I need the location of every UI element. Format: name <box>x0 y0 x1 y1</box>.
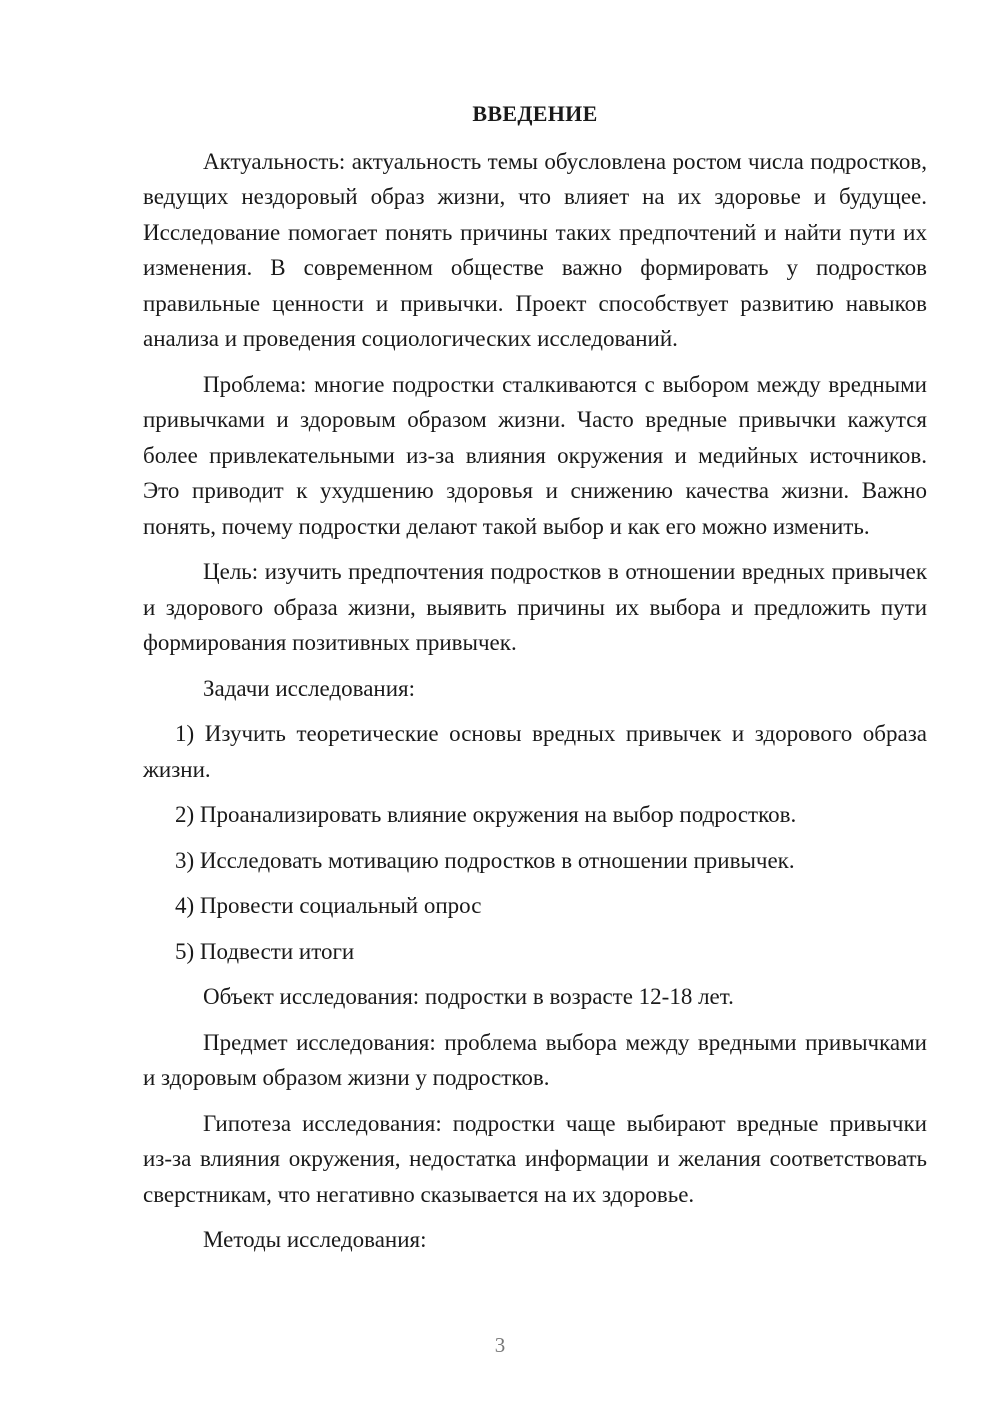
subject-paragraph: Предмет исследования: проблема выбора между вредными привычками и здоровым образом жизни у подростков. <box>143 1029 927 1090</box>
relevance-paragraph: Актуальность: актуальность темы обусловлена ростом числа подростков, ведущих нездоровый образ жизни, что влияет на их здоровье и будущее. Исследование помогает понять причины таких предпочтений и найти пути их изменения. В современном обществе важно формировать у подростков правильные ценности и привычки. Проект способствует развитию навыков анализа и проведения социологических исследований. <box>143 148 927 351</box>
tasks-heading: Задачи исследования: <box>203 675 416 701</box>
page-content <box>143 96 927 1268</box>
task-item-3: 3) Исследовать мотивацию подростков в отношении привычек. <box>175 847 795 873</box>
methods-heading: Методы исследования: <box>203 1227 427 1252</box>
problem-paragraph: Проблема: многие подростки сталкиваются с выбором между вредными привычками и здоровым образом жизни. Часто вредные привычки кажутся более привлекательными из-за влияния окружения и медийных источников. Это приводит к ухудшению здоровья и снижению качества жизни. Важно понять, почему подростки делают такой выбор и как его можно изменить. <box>143 371 927 539</box>
goal-paragraph: Цель: изучить предпочтения подростков в отношении вредных привычек и здорового образа жизни, выявить причины их выбора и предложить пути формирования позитивных привычек. <box>143 559 927 655</box>
object-paragraph: Объект исследования: подростки в возрасте 12-18 лет. <box>203 984 734 1009</box>
task-item-5: 5) Подвести итоги <box>175 938 355 964</box>
section-title: ВВЕДЕНИЕ <box>472 101 598 126</box>
hypothesis-paragraph: Гипотеза исследования: подростки чаще выбирают вредные привычки из-за влияния окружения, недостатка информации и желания соответствовать сверстникам, что негативно сказывается на их здоровье. <box>143 1110 927 1207</box>
task-item-1: 1) Изучить теоретические основы вредных привычек и здорового образа жизни. <box>143 721 927 782</box>
task-item-2: 2) Проанализировать влияние окружения на выбор подростков. <box>175 802 797 827</box>
task-item-4: 4) Провести социальный опрос <box>175 893 482 918</box>
page-number: 3 <box>494 1333 506 1357</box>
